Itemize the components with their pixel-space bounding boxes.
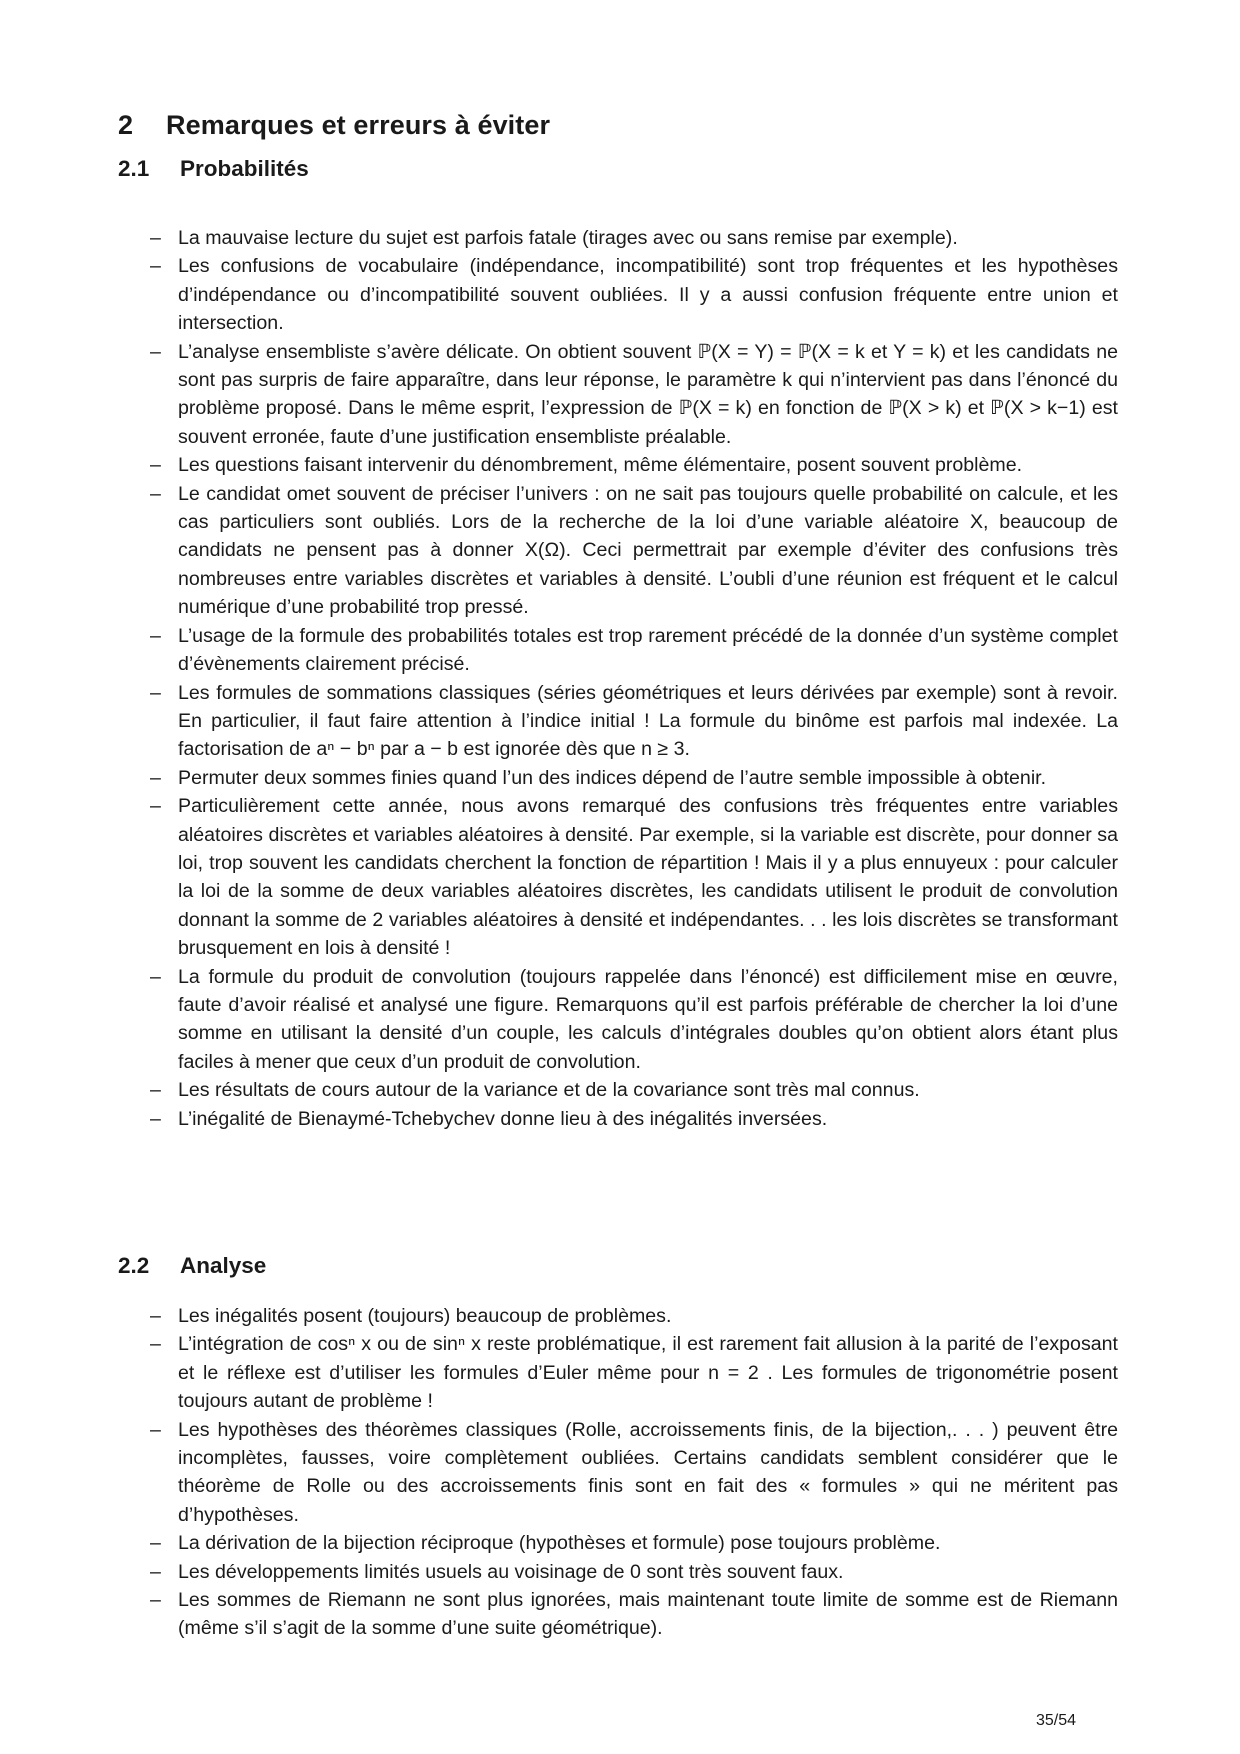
list-item: – Les questions faisant intervenir du dénombrement, même élémentaire, posent souvent problème. xyxy=(150,451,1118,479)
subsection-number: 2.2 xyxy=(118,1253,150,1278)
section-title: Remarques et erreurs à éviter xyxy=(166,110,551,140)
list-item: – Les développements limités usuels au voisinage de 0 sont très souvent faux. xyxy=(150,1558,1118,1586)
list-item: – L’analyse ensembliste s’avère délicate. On obtient souvent ℙ(X = Y) = ℙ(X = k et Y = k) et les candidats ne sont pas surpris de faire apparaître, dans leur réponse, le paramètre k qui n’intervient pas dans l’énoncé du problème proposé. Dans le même esprit, l’expression de ℙ(X = k) en fonction de ℙ(X > k) et ℙ(X > k−1) est souvent erronée, faute d’une justification ensembliste préalable. xyxy=(150,338,1118,452)
list-item: – La formule du produit de convolution (toujours rappelée dans l’énoncé) est difficilement mise en œuvre, faute d’avoir réalisé et analysé une figure. Remarquons qu’il est parfois préférable de chercher la loi d’une somme en utilisant la densité d’un couple, les calculs d’intégrales doubles qu’on obtient alors étant plus faciles à mener que ceux d’un produit de convolution. xyxy=(150,963,1118,1077)
subsection-number: 2.1 xyxy=(118,156,150,181)
list-item: – Permuter deux sommes finies quand l’un des indices dépend de l’autre semble impossible à obtenir. xyxy=(150,764,1118,792)
probabilites-remarks-list xyxy=(150,224,1118,1133)
subsection-title: Analyse xyxy=(180,1253,267,1278)
list-item: – Particulièrement cette année, nous avons remarqué des confusions très fréquentes entre variables aléatoires discrètes et variables aléatoires à densité. Par exemple, si la variable est discrète, pour donner sa loi, trop souvent les candidats cherchent la fonction de répartition ! Mais il y a plus ennuyeux : pour calculer la loi de la somme de deux variables aléatoires discrètes, les candidats utilisent le produit de convolution donnant la somme de 2 variables aléatoires à densité et indépendantes. . . les lois discrètes se transformant brusquement en lois à densité ! xyxy=(150,792,1118,962)
subsection-title: Probabilités xyxy=(180,156,309,181)
list-item: – L’inégalité de Bienaymé-Tchebychev donne lieu à des inégalités inversées. xyxy=(150,1105,1118,1133)
page-number: 35/54 xyxy=(1036,1712,1077,1729)
list-item: – L’usage de la formule des probabilités totales est trop rarement précédé de la donnée d’un système complet d’évènements clairement précisé. xyxy=(150,622,1118,679)
list-item: – La dérivation de la bijection réciproque (hypothèses et formule) pose toujours problème. xyxy=(150,1529,1118,1557)
section-heading xyxy=(118,110,550,141)
list-item: – La mauvaise lecture du sujet est parfois fatale (tirages avec ou sans remise par exemple). xyxy=(150,224,1118,252)
list-item: – Les confusions de vocabulaire (indépendance, incompatibilité) sont trop fréquentes et les hypothèses d’indépendance ou d’incompatibilité souvent oubliées. Il y a aussi confusion fréquente entre union et intersection. xyxy=(150,252,1118,337)
list-item: – Les inégalités posent (toujours) beaucoup de problèmes. xyxy=(150,1302,1118,1330)
list-item: – Les hypothèses des théorèmes classiques (Rolle, accroissements finis, de la bijection,. . . ) peuvent être incomplètes, fausses, voire complètement oubliées. Certains candidats semblent considérer que le théorème de Rolle ou des accroissements finis sont en fait des « formules » qui ne méritent pas d’hypothèses. xyxy=(150,1416,1118,1530)
list-item: – Le candidat omet souvent de préciser l’univers : on ne sait pas toujours quelle probabilité on calcule, et les cas particuliers sont oubliés. Lors de la recherche de la loi d’une variable aléatoire X, beaucoup de candidats ne pensent pas à donner X(Ω). Ceci permettrait par exemple d’éviter des confusions très nombreuses entre variables discrètes et variables à densité. L’oubli d’une réunion est fréquent et le calcul numérique d’une probabilité trop pressé. xyxy=(150,480,1118,622)
subsection-heading-analyse xyxy=(118,1253,266,1279)
list-item: – Les formules de sommations classiques (séries géométriques et leurs dérivées par exemple) sont à revoir. En particulier, il faut faire attention à l’indice initial ! La formule du binôme est parfois mal indexée. La factorisation de aⁿ − bⁿ par a − b est ignorée dès que n ≥ 3. xyxy=(150,679,1118,764)
list-item: – Les sommes de Riemann ne sont plus ignorées, mais maintenant toute limite de somme est de Riemann (même s’il s’agit de la somme d’une suite géométrique). xyxy=(150,1586,1118,1643)
list-item: – Les résultats de cours autour de la variance et de la covariance sont très mal connus. xyxy=(150,1076,1118,1104)
list-item: – L’intégration de cosⁿ x ou de sinⁿ x reste problématique, il est rarement fait allusion à la parité de l’exposant et le réflexe est d’utiliser les formules d’Euler même pour n = 2 . Les formules de trigonométrie posent toujours autant de problème ! xyxy=(150,1330,1118,1415)
section-number: 2 xyxy=(118,110,134,140)
analyse-remarks-list xyxy=(150,1302,1118,1643)
subsection-heading-probabilites xyxy=(118,156,309,182)
